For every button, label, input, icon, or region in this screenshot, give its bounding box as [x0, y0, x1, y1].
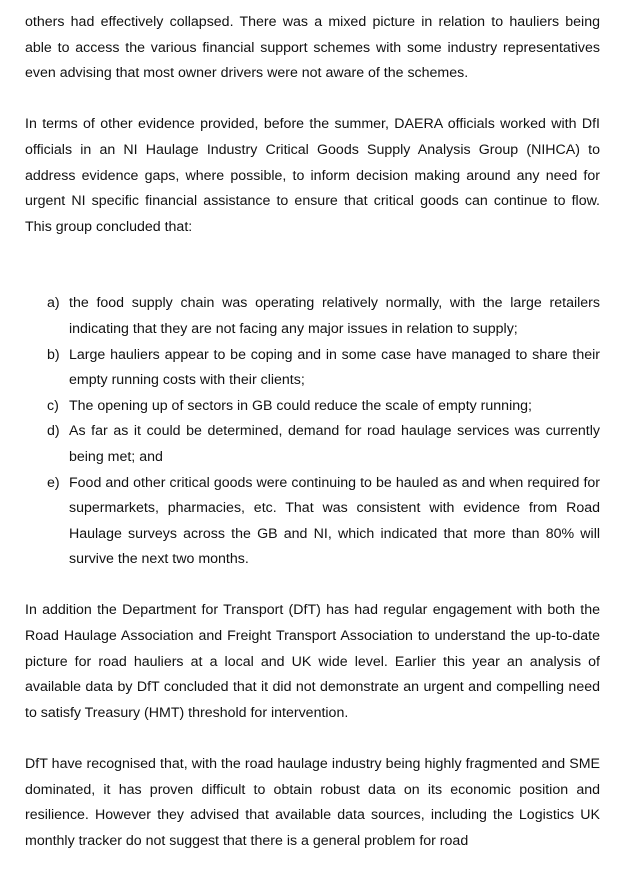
list-marker: c) [47, 397, 59, 414]
paragraph-schemes-access: others had effectively collapsed. There was a mixed picture in relation to hauliers being able to access the various financial support schemes with some industry representatives even advising that most owner drivers were not aware of the schemes. [25, 14, 600, 82]
list-marker: a) [47, 295, 60, 312]
paragraph-other-evidence: In terms of other evidence provided, before the summer, DAERA officials worked with DfI officials in an NI Haulage Industry Critical Goods Supply Analysis Group (NIHCA) to address evidence gaps, where possible, to inform decision making around any need for urgent NI specific financial assistance to ensure that critical goods can continue to flow. This group concluded that: [25, 116, 600, 235]
conclusions-list [25, 291, 600, 573]
list-item-text: Food and other critical goods were continuing to be hauled as and when required for supermarkets, pharmacies, etc. That was consistent with evidence from Road Haulage surveys across the GB and NI, which indicated that more than 80% will survive the next two months. [69, 474, 600, 568]
list-item-text: Large hauliers appear to be coping and in some case have managed to share their empty running costs with their clients; [69, 346, 600, 389]
list-item-text: The opening up of sectors in GB could reduce the scale of empty running; [69, 397, 532, 414]
list-item-text: the food supply chain was operating relatively normally, with the large retailers indicating that they are not facing any major issues in relation to supply; [69, 295, 600, 337]
list-item [25, 291, 600, 342]
paragraph-dft-data: DfT have recognised that, with the road haulage industry being highly fragmented and SME dominated, it has proven difficult to obtain robust data on its economic position and resilience. However they advised that available data sources, including the Logistics UK monthly tracker do not suggest that there is a general problem for road [25, 756, 600, 849]
list-marker: b) [47, 346, 60, 363]
list-item [25, 419, 600, 470]
document-page [25, 10, 600, 854]
list-marker: d) [47, 423, 60, 440]
list-item [25, 471, 600, 573]
list-item [25, 343, 600, 394]
paragraph-dft-engagement: In addition the Department for Transport (DfT) has had regular engagement with both the Road Haulage Association and Freight Transport Association to understand the up-to-date picture for road hauliers at a local and UK wide level. Earlier this year an analysis of available data by DfT concluded that it did not demonstrate an urgent and compelling need to satisfy Treasury (HMT) threshold for intervention. [25, 602, 600, 721]
list-item-text: As far as it could be determined, demand for road haulage services was currently being met; and [69, 423, 600, 465]
list-marker: e) [47, 474, 60, 491]
list-item [25, 394, 600, 420]
